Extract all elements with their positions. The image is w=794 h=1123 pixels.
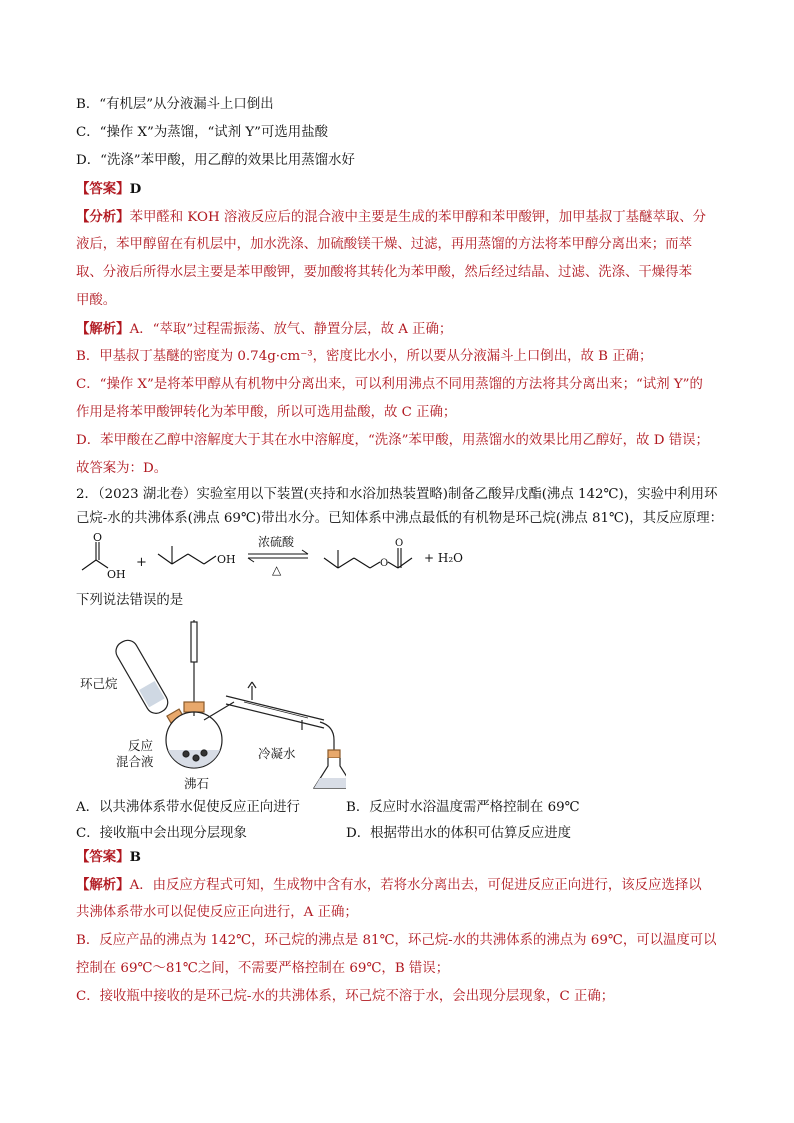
label-boiling-stone: 沸石 [184, 776, 210, 791]
option-c-prev: C．“操作 X”为蒸馏，“试剂 Y”可选用盐酸 [76, 125, 328, 140]
option-d-prev: D．“洗涤”苯甲酸，用乙醇的效果比用蒸馏水好 [76, 153, 355, 168]
q2-answer [76, 848, 724, 867]
q2-stem-line-1: 2．（2023 湖北卷）实验室用以下装置(夹持和水浴加热装置略)制备乙酸异戊酯(沸点 142℃)，实验中利用环 [76, 487, 718, 502]
stopper [184, 702, 204, 712]
option-b-prev: B．“有机层”从分液漏斗上口倒出 [76, 97, 274, 112]
q1-explain-line-2: B．甲基叔丁基醚的密度为 0.74g·cm⁻³，密度比水小，所以要从分液漏斗上口倒出，故 B 正确； [76, 349, 653, 364]
option-b: B．反应时水浴温度需严格控制在 69℃ [346, 800, 580, 815]
q1-explain-line-4: 作用是将苯甲酸钾转化为苯甲酸，所以可选用盐酸，故 C 正确； [76, 405, 457, 420]
explain-tag: 【解析】 [76, 321, 130, 337]
equilibrium-arrow [248, 550, 308, 562]
answer-value: B [129, 849, 141, 865]
explain-tag: 【解析】 [76, 877, 130, 893]
q2-explain-line-4: 控制在 69℃～81℃之间，不需要严格控制在 69℃，B 错误； [76, 961, 450, 976]
q1-explain-line-1: 【解析】A．“萃取”过程需振荡、放气、静置分层，故 A 正确； [76, 321, 453, 337]
condenser [226, 682, 324, 730]
answer-value: D [129, 181, 142, 197]
ester-oxygen: O [380, 558, 389, 569]
q1-analysis-line-3: 取、分液后所得水层主要是苯甲酸钾，要加酸将其转化为苯甲酸，然后经过结晶、过滤、洗涤、干燥得苯 [76, 265, 692, 280]
q2-explain-line-1: 【解析】A．由反应方程式可知，生成物中含有水，若将水分离出去，可促进反应正向进行，该反应选择以 [76, 877, 702, 893]
q1-answer [76, 180, 724, 199]
q2-stem-line-2: 己烷-水的共沸体系(沸点 69℃)带出水分。已知体系中沸点最低的有机物是环己烷(沸点 81℃)，其反应原理： [76, 511, 723, 526]
q1-explain-line-5: D．苯甲酸在乙醇中溶解度大于其在水中溶解度，“洗涤”苯甲酸，用蒸馏水的效果比用乙醇好，故 D 错误； [76, 433, 709, 448]
label-mixture-1: 反应 [128, 738, 154, 753]
isoamyl-alcohol-structure [158, 546, 216, 564]
q1-explain-line-6: 故答案为：D。 [76, 461, 168, 476]
answer-tag: 【答案】 [76, 849, 130, 865]
q1-analysis-line-4: 甲酸。 [76, 293, 117, 308]
q2-explain-line-5: C．接收瓶中接收的是环己烷-水的共沸体系，环己烷不溶于水，会出现分层现象，C 正确； [76, 989, 615, 1004]
q2-prompt: 下列说法错误的是 [76, 593, 184, 608]
answer-tag: 【答案】 [76, 181, 130, 197]
water-separator [112, 637, 171, 717]
label-cyclohexane: 环己烷 [80, 676, 118, 691]
option-c: C．接收瓶中会出现分层现象 [76, 826, 247, 841]
q2-explain-line-3: B．反应产品的沸点为 142℃，环己烷的沸点是 81℃，环己烷-水的共沸体系的沸点为 69℃，可以温度可以 [76, 933, 717, 948]
carbonyl-oxygen: O [395, 538, 404, 549]
heat-label: △ [272, 563, 282, 577]
label-condenser-water: 冷凝水 [258, 746, 296, 761]
option-d: D．根据带出水的体积可估算反应进度 [346, 826, 571, 841]
label-mixture-2: 混合液 [116, 754, 154, 769]
q2-explain-line-2: 共沸体系带水可以促使反应正向进行，A 正确； [76, 905, 358, 920]
q1-analysis-line-2: 液后，苯甲醇留在有机层中，加水洗涤、加硫酸镁干燥、过滤，再用蒸馏的方法将苯甲醇分离出来；而萃 [76, 237, 692, 252]
isoamyl-acetate-structure [324, 548, 412, 568]
oh-label-2: OH [217, 553, 236, 566]
option-a: A．以共沸体系带水促使反应正向进行 [76, 800, 300, 815]
q1-analysis-line-1: 【分析】苯甲醛和 KOH 溶液反应后的混合液中主要是生成的苯甲醇和苯甲酸钾，加甲基叔丁基醚萃取、分 [76, 209, 706, 225]
reaction-equation [76, 532, 546, 586]
oh-label-1: OH [107, 568, 126, 581]
apparatus-diagram [76, 616, 346, 792]
water-product: + H₂O [424, 551, 463, 565]
catalyst-label: 浓硫酸 [258, 535, 295, 549]
q1-explain-line-3: C．“操作 X”是将苯甲醇从有机物中分离出来，可以利用沸点不同用蒸馏的方法将其分离出来；“试剂 Y”的 [76, 377, 703, 392]
acetic-acid-structure [82, 542, 108, 570]
plus-sign: + [136, 555, 147, 570]
oxygen-label: O [93, 532, 103, 544]
analysis-tag: 【分析】 [76, 209, 130, 225]
